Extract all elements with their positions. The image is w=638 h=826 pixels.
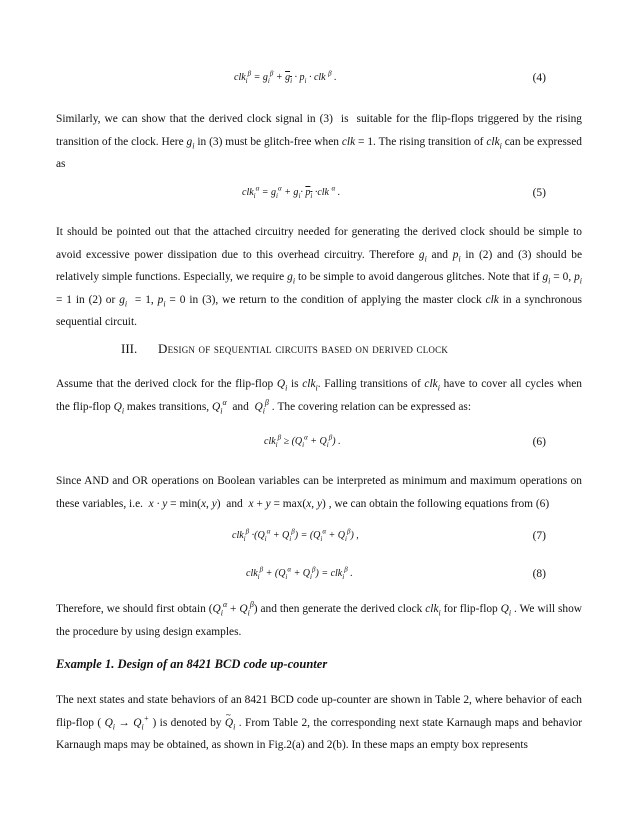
paragraph-procedure: Therefore, we should first obtain $(Q_i^\alpha + Q_i^\beta)$ and then generate the derived clock clk$_i$ for flip-flop $Q_i$ . We will show the procedure by using design examples.	[56, 600, 582, 638]
paragraph-covering-relation: Assume that the derived clock for the flip-flop $Q_i$ is clk$_i$. Falling transitions of clk$_i$ have to cover all cycles when the flip-flop $Q_i$ makes transitions, $Q_i^\alpha$ and $Q_i^\beta$ . The covering relation can be expressed as:	[56, 378, 582, 415]
equation-4-expression: $clk_i^\beta = g_i^\beta + g_i \cdot p_i$ · clk $^\beta$ .	[234, 69, 337, 85]
equation-7-expression: $clk_i^\beta \cdot(Q_i^\alpha + Q_i^\beta) = (Q_i^\alpha + Q_i^\beta)$ ,	[232, 527, 359, 543]
equation-8	[0, 565, 638, 586]
paragraph-and-or-operations: Since AND and OR operations on Boolean variables can be interpreted as minimum and maximum operations on these variables, i.e. x · y = min(x, y) and x + y = max(x, y) , we can obtain the following equations from (6)	[56, 475, 582, 510]
equation-4-number: (4)	[532, 72, 546, 84]
equation-7	[0, 527, 638, 548]
equation-8-number: (8)	[532, 568, 546, 580]
equation-5-expression: $clk_i^\alpha = g_i^\alpha + g_i\cdot p_i \cdot clk$ $^\alpha$ .	[242, 184, 341, 200]
paragraph-attached-circuitry: It should be pointed out that the attached circuitry needed for generating the derived clock should be simple to avoid excessive power dissipation due to this overhead circuitry. Therefore $g_i$ and $p_i$ in (2) and (3) should be relatively simple functions. Especially, we require $g_i$ to be simple to avoid dangerous glitches. Note that if $g_i = 0$, $p_i = 1$ in (2) or $g_i = 1$, $p_i = 0$ in (3), we return to the condition of applying the master clock clk in a synchronous sequential circuit.	[56, 226, 582, 328]
equation-4	[0, 69, 638, 90]
paragraph-rising-transition: Similarly, we can show that the derived clock signal in (3) is suitable for the flip-flops triggered by the rising transition of the clock. Here $g_i$ in (3) must be glitch-free when clk = 1. The rising transition of clk$_i$ can be expressed as	[56, 113, 582, 170]
equation-8-expression: $clk_i^\beta + (Q_i^\alpha + Q_i^\beta) = clk_i^\beta$ .	[246, 565, 353, 581]
equation-7-number: (7)	[532, 530, 546, 542]
section-number: III.	[121, 341, 138, 356]
equation-5	[0, 184, 638, 205]
paragraph-example-intro: The next states and state behaviors of an 8421 BCD code up-counter are shown in Table 2, where behavior of each flip-flop ( $Q_i \to Q_i^+$ ) is denoted by ~ $Q_i$ . From Table 2, the corresponding next state Karnaugh maps and behavior Karnaugh maps may be obtained, as shown in Fig.2(a) and 2(b). In these maps an empty box represents	[56, 689, 582, 757]
equation-6-expression: $clk_i^\beta \ge (Q_i^\alpha + Q_i^\beta)$ .	[264, 433, 341, 449]
equation-6-number: (6)	[532, 436, 546, 448]
equation-6	[0, 433, 638, 454]
example-title: Example 1. Design of an 8421 BCD code up-counter	[56, 657, 328, 671]
equation-5-number: (5)	[532, 187, 546, 199]
section-title: Design of sequential circuits based on derived clock	[158, 341, 449, 356]
